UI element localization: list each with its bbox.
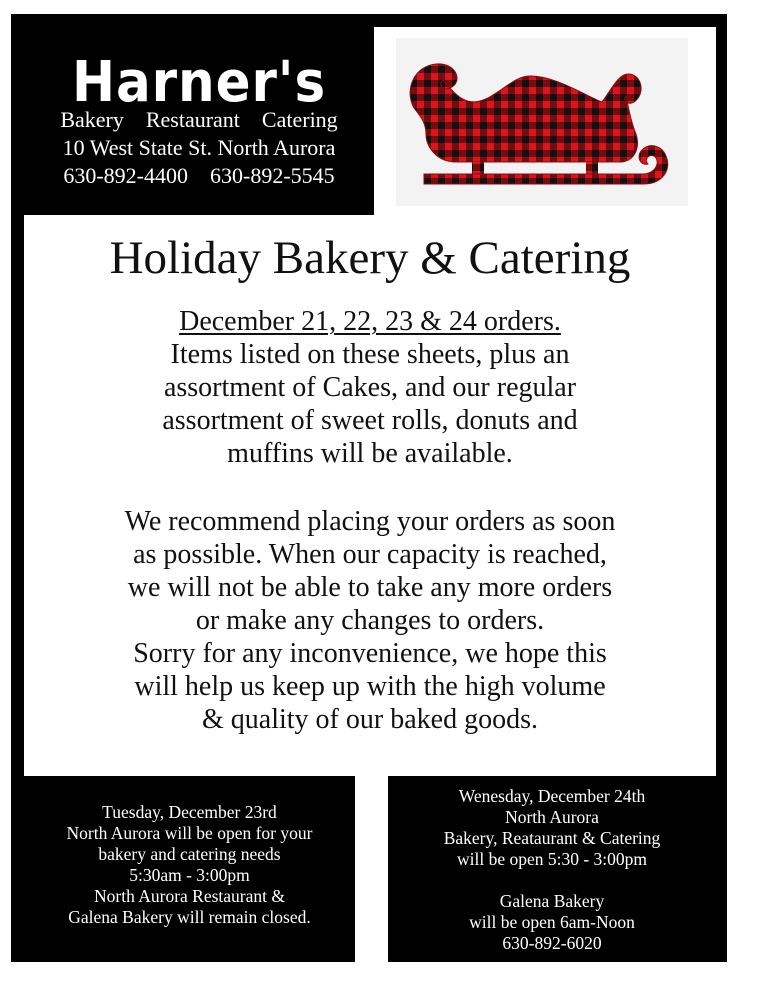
footer-line: Galena Bakery will remain closed. bbox=[68, 907, 311, 927]
notice-line: & quality of our baked goods. bbox=[202, 704, 538, 735]
intro-line: muffins will be available. bbox=[227, 438, 513, 469]
brand-name: Harner's bbox=[71, 50, 327, 115]
footer-line: bakery and catering needs bbox=[98, 844, 281, 864]
intro-line: assortment of sweet rolls, donuts and bbox=[162, 405, 578, 436]
notice-line: Sorry for any inconvenience, we hope this bbox=[133, 638, 607, 669]
notice-line: as possible. When our capacity is reached, bbox=[133, 539, 607, 570]
footer-spacer bbox=[388, 870, 716, 891]
notice-paragraph bbox=[24, 505, 716, 736]
footer-wednesday bbox=[388, 776, 716, 962]
footer-divider bbox=[355, 776, 388, 962]
page-title: Holiday Bakery & Catering bbox=[109, 232, 631, 284]
order-dates: December 21, 22, 23 & 24 orders. bbox=[179, 306, 561, 337]
footer-tuesday bbox=[24, 776, 355, 962]
footer-line: North Aurora bbox=[505, 807, 599, 827]
intro-line: Items listed on these sheets, plus an bbox=[170, 339, 570, 370]
footer-line: Wenesday, December 24th bbox=[458, 786, 646, 806]
notice-line: we will not be able to take any more orders bbox=[127, 572, 613, 603]
footer-line: 630-892-6020 bbox=[502, 933, 602, 953]
footer-line: Galena Bakery bbox=[499, 891, 605, 911]
sleigh-icon bbox=[396, 38, 688, 206]
address-line: 10 West State St. North Aurora bbox=[62, 135, 336, 160]
footer-line: will be open 5:30 - 3:00pm bbox=[456, 849, 648, 869]
services-line: Bakery Restaurant Catering bbox=[60, 107, 338, 132]
intro-paragraph bbox=[24, 305, 716, 470]
footer-line: 5:30am - 3:00pm bbox=[129, 865, 250, 885]
sleigh-graphic bbox=[396, 38, 688, 206]
footer-line: Tuesday, December 23rd bbox=[102, 802, 277, 822]
intro-line: assortment of Cakes, and our regular bbox=[163, 372, 577, 403]
notice-line: or make any changes to orders. bbox=[195, 605, 545, 636]
footer-line: North Aurora will be open for your bbox=[66, 823, 313, 843]
notice-line: will help us keep up with the high volume bbox=[134, 671, 606, 702]
header-box bbox=[24, 27, 374, 215]
notice-line: We recommend placing your orders as soon bbox=[124, 506, 616, 537]
footer-line: Bakery, Reataurant & Catering bbox=[443, 828, 661, 848]
footer-line: North Aurora Restaurant & bbox=[94, 886, 285, 906]
phone-line: 630-892-4400 630-892-5545 bbox=[63, 163, 335, 188]
footer-line: will be open 6am-Noon bbox=[469, 912, 635, 932]
